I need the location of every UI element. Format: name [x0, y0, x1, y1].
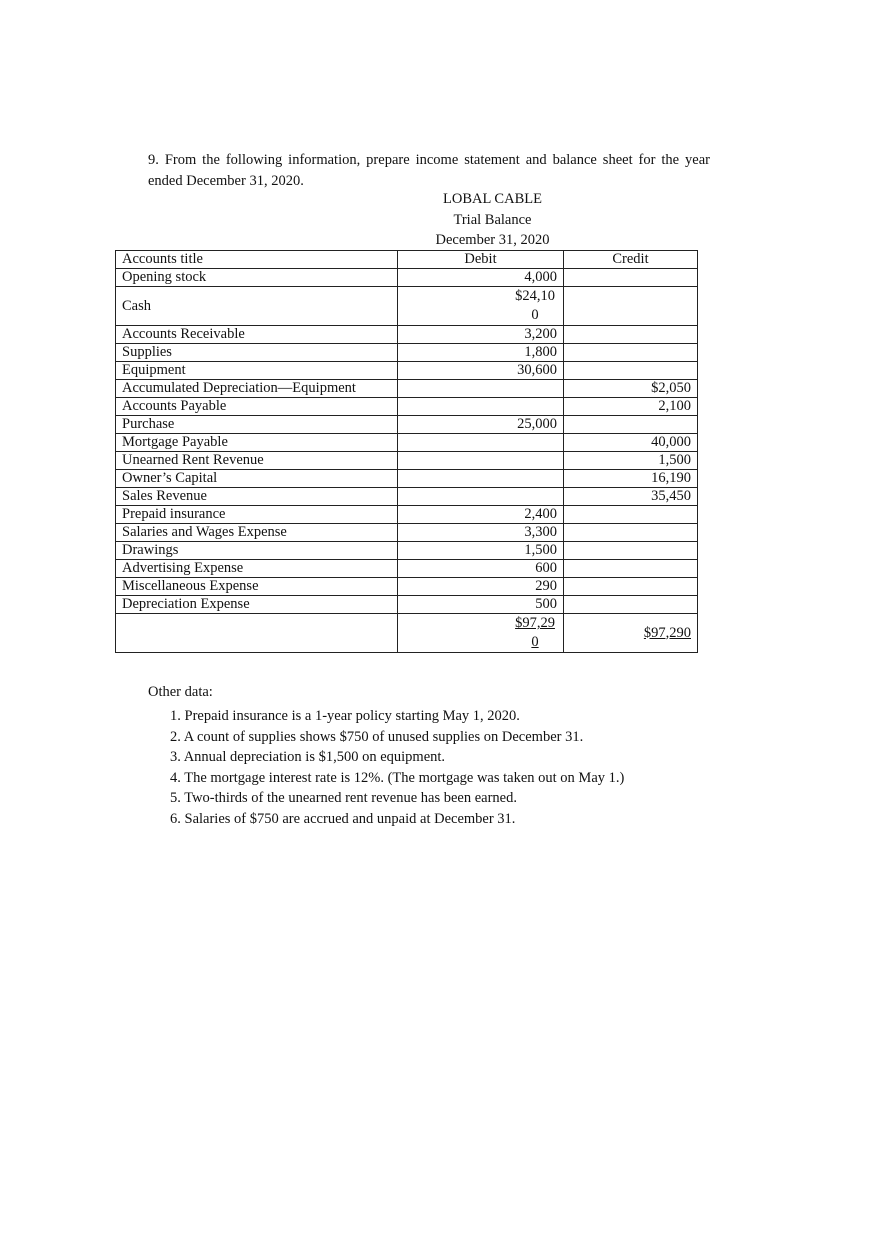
- credit-cell: [564, 326, 698, 344]
- table-row: [116, 488, 698, 506]
- account-cell: Depreciation Expense: [116, 596, 398, 614]
- total-row: [116, 614, 698, 653]
- debit-cell: 2,400: [398, 506, 564, 524]
- credit-cell: 2,100: [564, 398, 698, 416]
- list-item: 1. Prepaid insurance is a 1-year policy starting May 1, 2020.: [170, 708, 520, 724]
- table-row: [116, 452, 698, 470]
- list-item: 3. Annual depreciation is $1,500 on equipment.: [170, 749, 446, 765]
- total-debit: $97,290: [515, 615, 555, 650]
- credit-cell: [564, 524, 698, 542]
- other-data-label: Other data:: [148, 684, 213, 700]
- account-cell: Equipment: [116, 362, 398, 380]
- account-cell: Cash: [116, 287, 398, 326]
- table-row: [116, 596, 698, 614]
- credit-cell: [564, 344, 698, 362]
- total-label-cell: [116, 614, 398, 653]
- account-cell: Miscellaneous Expense: [116, 578, 398, 596]
- debit-cell: 25,000: [398, 416, 564, 434]
- table-row: [116, 269, 698, 287]
- header-credit: Credit: [564, 251, 698, 269]
- table-row: [116, 560, 698, 578]
- table-row: [116, 326, 698, 344]
- debit-cell: [398, 488, 564, 506]
- debit-cell: [398, 434, 564, 452]
- debit-cell: [398, 470, 564, 488]
- debit-cell: 3,300: [398, 524, 564, 542]
- table-row: [116, 416, 698, 434]
- table-row: [116, 470, 698, 488]
- debit-cell: [398, 287, 564, 326]
- table-row: [116, 542, 698, 560]
- debit-cell: 30,600: [398, 362, 564, 380]
- list-item: 6. Salaries of $750 are accrued and unpaid at December 31.: [170, 810, 516, 827]
- debit-cell: [398, 398, 564, 416]
- debit-value: $24,100: [515, 288, 555, 323]
- credit-cell: [564, 542, 698, 560]
- credit-cell: [564, 560, 698, 578]
- credit-cell: 1,500: [564, 452, 698, 470]
- total-debit-cell: [398, 614, 564, 653]
- table-row: [116, 344, 698, 362]
- table-row: [116, 578, 698, 596]
- list-item: 4. The mortgage interest rate is 12%. (The mortgage was taken out on May 1.): [170, 769, 625, 786]
- account-cell: Salaries and Wages Expense: [116, 524, 398, 542]
- debit-cell: [398, 380, 564, 398]
- list-item: 5. Two-thirds of the unearned rent revenue has been earned.: [170, 790, 517, 806]
- total-credit-cell: [564, 614, 698, 653]
- debit-cell: 4,000: [398, 269, 564, 287]
- debit-cell: 290: [398, 578, 564, 596]
- debit-cell: [398, 452, 564, 470]
- credit-cell: [564, 269, 698, 287]
- table-row: [116, 524, 698, 542]
- credit-cell: [564, 506, 698, 524]
- table-row: [116, 380, 698, 398]
- account-cell: Supplies: [116, 344, 398, 362]
- table-row: [116, 398, 698, 416]
- account-cell: Sales Revenue: [116, 488, 398, 506]
- account-cell: Prepaid insurance: [116, 506, 398, 524]
- credit-cell: [564, 416, 698, 434]
- account-cell: Opening stock: [116, 269, 398, 287]
- header-debit: Debit: [398, 251, 564, 269]
- account-cell: Mortgage Payable: [116, 434, 398, 452]
- account-cell: Accounts Receivable: [116, 326, 398, 344]
- account-cell: Unearned Rent Revenue: [116, 452, 398, 470]
- account-cell: Advertising Expense: [116, 560, 398, 578]
- account-cell: Accumulated Depreciation—Equipment: [116, 380, 398, 398]
- debit-cell: 3,200: [398, 326, 564, 344]
- debit-cell: 1,500: [398, 542, 564, 560]
- total-credit: $97,290: [643, 624, 691, 641]
- table-header-row: [116, 251, 698, 269]
- credit-cell: 16,190: [564, 470, 698, 488]
- debit-cell: 600: [398, 560, 564, 578]
- header-accounts-title: Accounts title: [116, 251, 398, 269]
- credit-cell: 40,000: [564, 434, 698, 452]
- account-cell: Owner’s Capital: [116, 470, 398, 488]
- credit-cell: [564, 287, 698, 326]
- account-cell: Accounts Payable: [116, 398, 398, 416]
- list-item: 2. A count of supplies shows $750 of unused supplies on December 31.: [170, 728, 584, 745]
- table-row: [116, 287, 698, 326]
- credit-cell: [564, 596, 698, 614]
- table-row: [116, 362, 698, 380]
- credit-cell: [564, 578, 698, 596]
- table-row: [116, 506, 698, 524]
- account-cell: Drawings: [116, 542, 398, 560]
- trial-balance-table: [115, 250, 698, 653]
- debit-cell: 1,800: [398, 344, 564, 362]
- credit-cell: $2,050: [564, 380, 698, 398]
- statement-title: Trial Balance: [453, 212, 532, 228]
- credit-cell: 35,450: [564, 488, 698, 506]
- other-data-list: [170, 706, 624, 829]
- debit-cell: 500: [398, 596, 564, 614]
- credit-cell: [564, 362, 698, 380]
- table-row: [116, 434, 698, 452]
- question-text: 9. From the following information, prepare income statement and balance sheet for the year ended December 31, 2020.: [148, 152, 710, 189]
- statement-date: December 31, 2020: [435, 232, 550, 248]
- account-cell: Purchase: [116, 416, 398, 434]
- company-name: LOBAL CABLE: [443, 191, 542, 207]
